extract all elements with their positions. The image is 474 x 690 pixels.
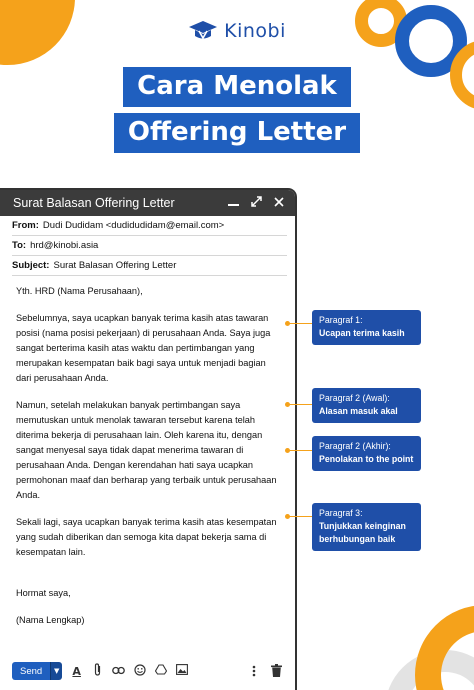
title-line-2: Offering Letter	[114, 113, 360, 153]
window-title: Surat Balasan Offering Letter	[13, 196, 175, 210]
callout-4-label: Paragraf 3:	[319, 508, 363, 518]
callout-4-text: Tunjukkan keinginan berhubungan baik	[319, 521, 406, 544]
greeting: Yth. HRD (Nama Perusahaan),	[16, 286, 143, 296]
send-button-group	[12, 662, 62, 680]
send-options-chevron-down-icon[interactable]: ▼	[50, 662, 62, 680]
from-label: From:	[12, 220, 39, 231]
callout-paragraph-2-end	[312, 436, 421, 471]
email-compose-window	[0, 188, 297, 690]
from-field[interactable]	[12, 216, 287, 236]
connector-line-1	[289, 323, 312, 324]
connector-line-2	[289, 404, 312, 405]
callout-paragraph-1	[312, 310, 421, 345]
minimize-icon[interactable]	[227, 196, 239, 211]
trash-icon[interactable]	[270, 664, 283, 680]
paragraph-3: Sekali lagi, saya ucapkan banyak terima kasih atas kesempatan yang sudah diberikan dan semoga kita dapat bekerja sama di kesempatan lain.	[16, 517, 277, 557]
callout-2-text: Alasan masuk akal	[319, 406, 398, 416]
brand-name: Kinobi	[224, 20, 286, 42]
more-options-icon[interactable]	[247, 665, 260, 680]
callout-1-label: Paragraf 1:	[319, 315, 363, 325]
close-icon[interactable]	[273, 196, 285, 211]
callout-paragraph-2-start	[312, 388, 421, 423]
subject-label: Subject:	[12, 260, 50, 271]
connector-line-3	[289, 450, 312, 451]
image-icon[interactable]	[175, 664, 188, 678]
callout-1-text: Ucapan terima kasih	[319, 328, 405, 338]
toolbar-right	[247, 664, 283, 680]
callout-2-label: Paragraf 2 (Awal):	[319, 393, 390, 403]
page-title	[0, 67, 474, 153]
subject-field[interactable]	[12, 256, 287, 276]
spacer	[16, 572, 283, 586]
connector-line-4	[289, 516, 312, 517]
drive-icon[interactable]	[154, 664, 167, 678]
callout-3-text: Penolakan to the point	[319, 454, 414, 464]
decor-ring-orange-bottom	[415, 605, 474, 690]
graduation-cap-icon	[188, 19, 218, 43]
closing: Hormat saya,	[16, 588, 71, 598]
callout-paragraph-3	[312, 503, 421, 551]
to-value: hrd@kinobi.asia	[30, 240, 99, 251]
attach-icon[interactable]	[91, 663, 104, 679]
expand-icon[interactable]	[250, 196, 262, 211]
send-button[interactable]: Send	[12, 662, 50, 680]
format-text-icon[interactable]: A	[72, 664, 81, 678]
compose-toolbar	[12, 662, 188, 680]
to-label: To:	[12, 240, 27, 251]
emoji-icon[interactable]	[133, 664, 146, 679]
subject-value: Surat Balasan Offering Letter	[53, 260, 177, 271]
paragraph-2: Namun, setelah melakukan banyak pertimbangan saya memutuskan untuk menolak tawaran tersebut karena telah diterima bekerja di perusahaan lain. Oleh karena itu, dengan sangat menyesal saya tidak dapat menerima tawaran di perusahaan Anda. Dengan kerendahan hati saya ucapkan permohonan maaf dan berharap yang terbaik untuk perusahaan Anda.	[16, 400, 277, 500]
from-value: Dudi Dudidam <dudidudidam@email.com>	[42, 220, 225, 231]
window-controls	[227, 196, 285, 211]
window-header	[0, 190, 295, 216]
signature: (Nama Lengkap)	[16, 615, 85, 625]
email-body[interactable]	[0, 276, 295, 628]
callout-3-label: Paragraf 2 (Akhir):	[319, 441, 391, 451]
brand-logo	[0, 19, 474, 43]
link-icon[interactable]	[112, 665, 125, 678]
title-line-1: Cara Menolak	[123, 67, 351, 107]
paragraph-1: Sebelumnya, saya ucapkan banyak terima kasih atas tawaran posisi (nama posisi pekerjaan) di perusahaan Anda. Saya juga sangat berterima kasih atas waktu dan pertimbangan yang merupakan kesempatan baik bagi saya untuk menjadi bagian dari perusahaan Anda.	[16, 313, 271, 383]
to-field[interactable]	[12, 236, 287, 256]
